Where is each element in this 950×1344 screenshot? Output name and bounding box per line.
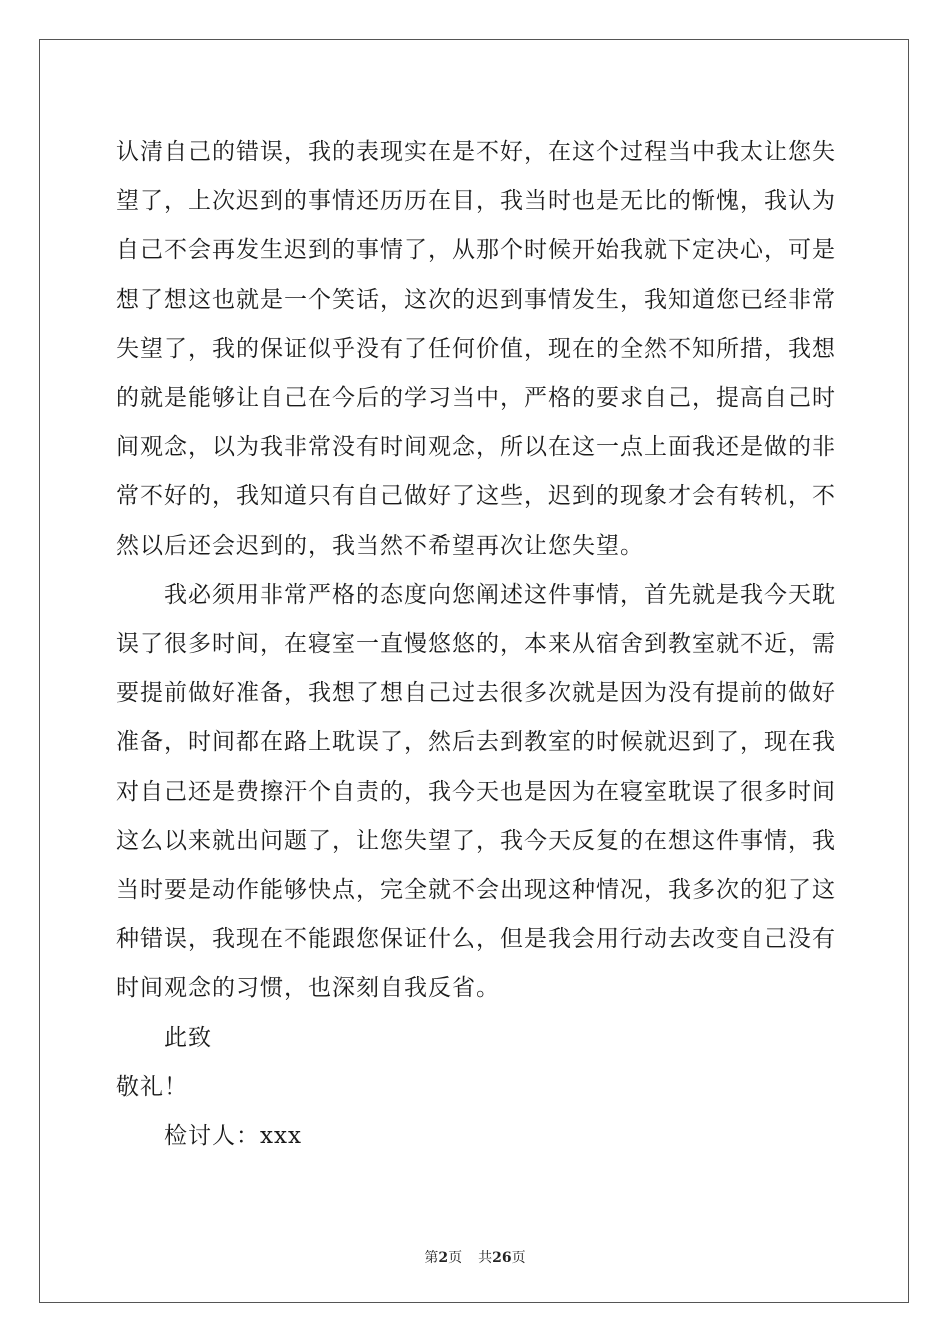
paragraph-2: 我必须用非常严格的态度向您阐述这件事情，首先就是我今天耽误了很多时间，在寝室一直慢悠悠的，本来从宿舍到教室就不近，需要提前做好准备，我想了想自己过去很多次就是因为没有提前的做好准备，时间都在路上耽误了，然后去到教室的时候就迟到了，现在我对自己还是费擦汗个自责的，我今天也是因为在寝室耽误了很多时间这么以来就出问题了，让您失望了，我今天反复的在想这件事情，我当时要是动作能够快点，完全就不会出现这种情况，我多次的犯了这种错误，我现在不能跟您保证什么，但是我会用行动去改变自己没有时间观念的习惯，也深刻自我反省。 <box>116 581 836 1002</box>
closing-salutation: 此致 <box>164 1024 212 1051</box>
paragraph-1: 认清自己的错误，我的表现实在是不好，在这个过程当中我太让您失望了，上次迟到的事情还历历在目，我当时也是无比的惭愧，我认为自己不会再发生迟到的事情了，从那个时候开始我就下定决心，可是想了想这也就是一个笑话，这次的迟到事情发生，我知道您已经非常失望了，我的保证似乎没有了任何价值，现在的全然不知所措，我想的就是能够让自己在今后的学习当中，严格的要求自己，提高自己时间观念，以为我非常没有时间观念，所以在这一点上面我还是做的非常不好的，我知道只有自己做好了这些，迟到的现象才会有转机，不然以后还会迟到的，我当然不希望再次让您失望。 <box>116 139 836 559</box>
page-current: 2 <box>438 1250 449 1266</box>
page-prefix: 第 <box>424 1250 439 1266</box>
total-prefix: 共 <box>478 1250 493 1266</box>
page-footer <box>0 1247 950 1267</box>
page-total: 26 <box>492 1250 512 1266</box>
closing-regards: 敬礼！ <box>116 1073 188 1100</box>
document-body <box>116 128 836 1161</box>
total-unit: 页 <box>511 1250 526 1266</box>
signature-line: 检讨人：xxx <box>164 1123 302 1150</box>
page-unit: 页 <box>448 1250 463 1266</box>
